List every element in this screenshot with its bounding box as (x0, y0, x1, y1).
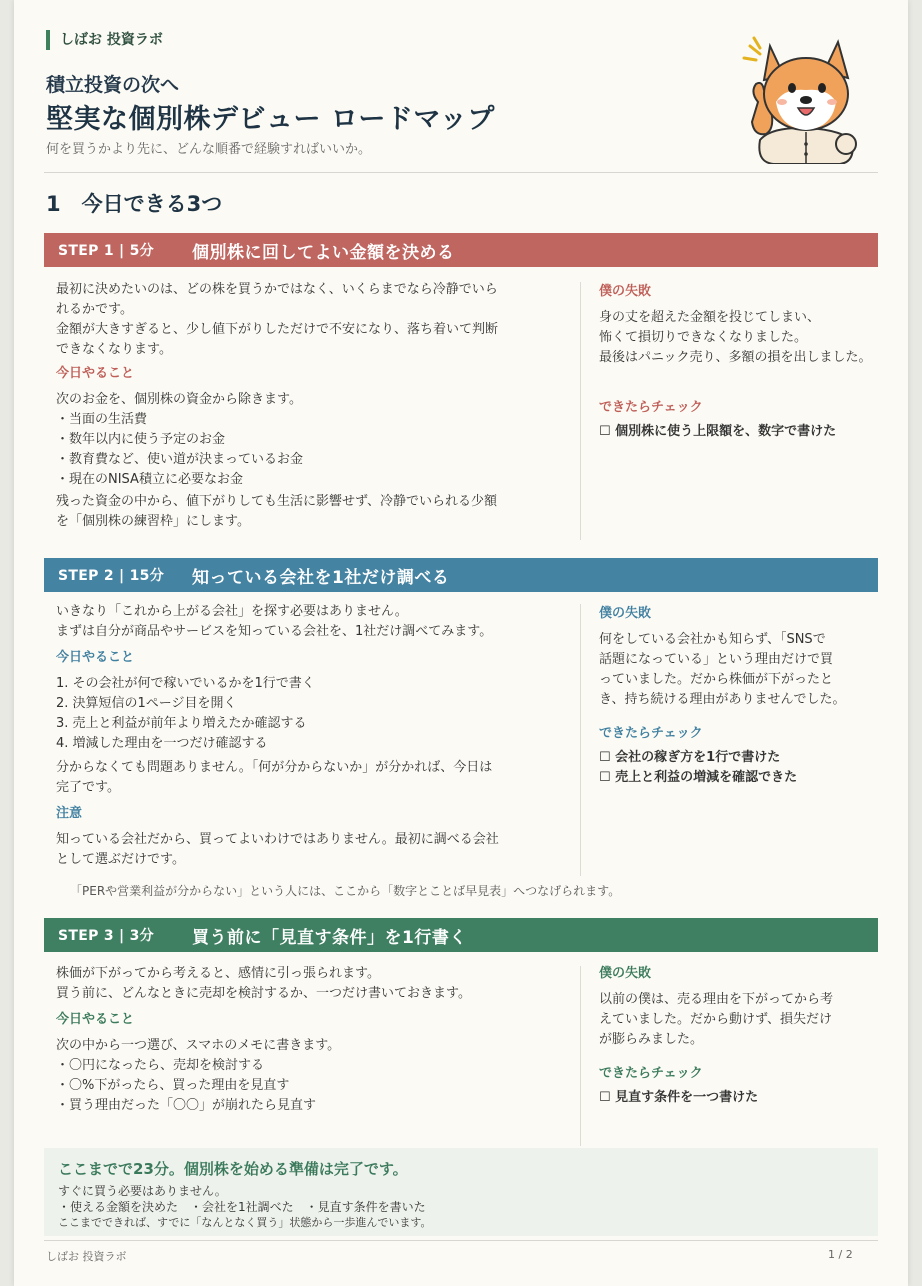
step3-failure-3: が膨らみました。 (599, 1032, 704, 1047)
list-item: 2. 決算短信の1ページ目を開く (56, 696, 237, 711)
step1-intro-2: れるかです。 (56, 302, 133, 317)
summary-line-3: ここまでできれば、すでに「なんとなく買う」状態から一歩進んでいます。 (58, 1216, 432, 1229)
document-page (14, 0, 908, 1286)
step1-divider (580, 282, 581, 540)
step1-outro-2: を「個別株の練習枠」にします。 (56, 514, 250, 529)
step2-caution-1: 知っている会社だから、買ってよいわけではありません。最初に調べる会社 (56, 832, 499, 847)
step2-divider (580, 604, 581, 876)
step3-today-heading: 今日やること (56, 1012, 135, 1027)
step1-intro-3: 金額が大きすぎると、少し値下がりしただけで不安になり、落ち着いて判断 (56, 322, 499, 337)
header-divider (44, 172, 878, 173)
step1-checkbox-1[interactable]: ☐ 個別株に使う上限額を、数字で書けた (599, 424, 837, 439)
step2-failure-2: 話題になっている」という理由だけで買 (599, 652, 834, 667)
pre-title: 積立投資の次へ (46, 74, 180, 96)
summary-title: ここまでで23分。個別株を始める準備は完了です。 (58, 1160, 408, 1178)
list-item: ・〇円になったら、売却を検討する (56, 1058, 265, 1073)
step2-caution-heading: 注意 (56, 806, 83, 821)
lead-text: 何を買うかより先に、どんな順番で経験すればいいか。 (46, 142, 372, 157)
summary-line-2: ・使える金額を決めた ・会社を1社調べた ・見直す条件を書いた (58, 1200, 426, 1214)
step2-failure-4: き、持ち続ける理由がありませんでした。 (599, 692, 846, 707)
step3-aside (599, 964, 891, 1108)
step2-intro-1: いきなり「これから上がる会社」を探す必要はありません。 (56, 604, 408, 619)
list-item: ・数年以内に使う予定のお金 (56, 432, 226, 447)
step2-title: 知っている会社を1社だけ調べる (192, 567, 450, 588)
step3-checkbox-1[interactable]: ☐ 見直す条件を一つ書けた (599, 1090, 759, 1105)
step2-body (56, 602, 556, 870)
step2-checkbox-1[interactable]: ☐ 会社の稼ぎ方を1行で書けた (599, 750, 781, 765)
step1-check-heading: できたらチェック (599, 400, 703, 415)
summary-line-1: すぐに買う必要はありません。 (58, 1184, 227, 1198)
list-item: ・教育費など、使い道が決まっているお金 (56, 452, 304, 467)
step2-failure-heading: 僕の失敗 (599, 606, 652, 621)
step3-check-heading: できたらチェック (599, 1066, 703, 1081)
step1-failure-3: 最後はパニック売り、多額の損を出しました。 (599, 350, 872, 365)
step3-failure-1: 以前の僕は、売る理由を下がってから考 (599, 992, 834, 1007)
list-item: ・当面の生活費 (56, 412, 148, 427)
step1-intro-4: できなくなります。 (56, 342, 172, 357)
step3-intro-1: 株価が下がってから考えると、感情に引っ張られます。 (56, 966, 380, 981)
step1-failure-2: 怖くて損切りできなくなりました。 (599, 330, 808, 345)
step2-aside (599, 604, 891, 788)
step2-header (44, 558, 878, 592)
summary-box (44, 1148, 878, 1236)
step1-header (44, 233, 878, 267)
step3-intro-2: 買う前に、どんなときに売却を検討するか、一つだけ書いておきます。 (56, 986, 471, 1001)
list-item: ・現在のNISA積立に必要なお金 (56, 472, 243, 487)
step3-today-intro: 次の中から一つ選び、スマホのメモに書きます。 (56, 1038, 341, 1053)
shiba-mascot-icon (736, 32, 864, 164)
step2-checkbox-2[interactable]: ☐ 売上と利益の増減を確認できた (599, 770, 798, 785)
list-item: 3. 売上と利益が前年より増えたか確認する (56, 716, 307, 731)
step2-today-heading: 今日やること (56, 650, 135, 665)
step2-outro-2: 完了です。 (56, 780, 120, 795)
step3-label: STEP 3 | 3分 (58, 928, 154, 944)
step1-outro-1: 残った資金の中から、値下がりしても生活に影響せず、冷静でいられる少額 (56, 494, 497, 509)
step3-failure-heading: 僕の失敗 (599, 966, 652, 981)
footer-divider (44, 1240, 878, 1241)
step2-intro-2: まずは自分が商品やサービスを知っている会社を、1社だけ調べてみます。 (56, 624, 493, 639)
list-item: ・〇%下がったら、買った理由を見直す (56, 1078, 290, 1093)
step2-note: 「PERや営業利益が分からない」という人には、ここから「数字とことば早見表」へつなげられます。 (70, 884, 621, 898)
list-item: 4. 増減した理由を一つだけ確認する (56, 736, 268, 751)
step1-intro-1: 最初に決めたいのは、どの株を買うかではなく、いくらまでなら冷静でいら (56, 282, 498, 297)
step3-title: 買う前に「見直す条件」を1行書く (192, 927, 467, 948)
section-title: 1 今日できる3つ (46, 192, 223, 216)
step2-check-heading: できたらチェック (599, 726, 703, 741)
step1-failure-1: 身の丈を超えた金額を投じてしまい、 (599, 310, 821, 325)
step2-failure-3: っていました。だから株価が下がったと (599, 672, 834, 687)
step1-body (56, 280, 556, 532)
list-item: ・買う理由だった「〇〇」が崩れたら見直す (56, 1098, 317, 1113)
step1-today-intro: 次のお金を、個別株の資金から除きます。 (56, 392, 302, 407)
step3-failure-2: えていました。だから動けず、損失だけ (599, 1012, 832, 1027)
step1-aside (599, 282, 891, 442)
step2-caution-2: として選ぶだけです。 (56, 852, 185, 867)
step2-outro-1: 分からなくても問題ありません。「何が分からないか」が分かれば、今日は (56, 760, 493, 775)
step1-title: 個別株に回してよい金額を決める (192, 242, 455, 263)
step1-failure-heading: 僕の失敗 (599, 284, 652, 299)
page-number: 1 / 2 (828, 1248, 853, 1261)
step3-header (44, 918, 878, 952)
footer-brand: しばお 投資ラボ (46, 1250, 127, 1263)
step2-failure-1: 何をしている会社かも知らず、「SNSで (599, 632, 826, 647)
step1-today-heading: 今日やること (56, 366, 135, 381)
step2-label: STEP 2 | 15分 (58, 568, 165, 584)
step3-divider (580, 966, 581, 1146)
page-title: 堅実な個別株デビュー ロードマップ (46, 104, 495, 135)
step3-body (56, 964, 556, 1116)
list-item: 1. その会社が何で稼いでいるかを1行で書く (56, 676, 315, 691)
step1-label: STEP 1 | 5分 (58, 243, 154, 259)
brand-label: しばお 投資ラボ (46, 30, 163, 50)
